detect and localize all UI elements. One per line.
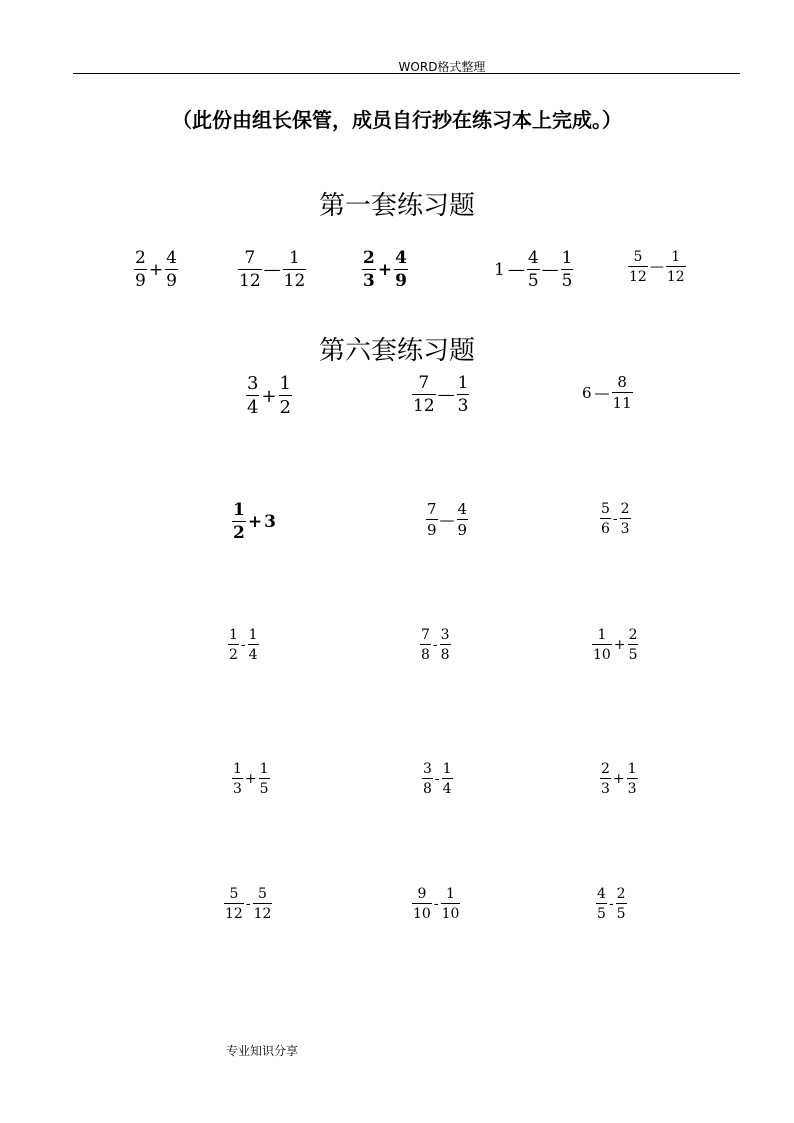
fraction-denominator: 12 [629,269,647,285]
fraction [612,375,633,411]
fraction [412,375,436,415]
fraction-numerator: 2 [135,248,146,268]
fraction-numerator: 1 [597,627,607,643]
fraction-denominator: 3 [601,781,610,797]
operator: - [434,771,440,787]
set6-title: 第六套练习题 [318,336,475,366]
expression [412,375,469,415]
operator: — [437,385,455,405]
fraction [561,250,574,290]
whole-number: 1 [494,260,505,280]
fraction [600,762,611,796]
fraction-denominator: 2 [279,397,291,418]
fraction [600,502,611,536]
fraction-denominator: 2 [233,523,245,543]
fraction-denominator: 3 [620,521,630,537]
fraction [420,628,431,662]
fraction [441,887,461,921]
fraction [394,250,408,290]
fraction-denominator: 2 [229,647,238,663]
fraction-denominator: 5 [527,271,539,291]
fraction-denominator: 9 [166,271,177,291]
expression [412,887,460,921]
fraction [238,250,262,290]
set1-title: 第一套练习题 [318,191,475,221]
fraction [628,628,639,662]
fraction [620,502,631,536]
operator: — [594,384,610,402]
fraction-denominator: 5 [616,906,626,922]
fraction-numerator: 5 [633,249,643,265]
fraction-numerator: 1 [627,761,637,777]
expression [494,250,573,290]
operator: + [612,771,625,787]
fraction-numerator: 1 [233,500,245,520]
fraction-denominator: 12 [413,396,435,416]
fraction-numerator: 4 [395,248,407,268]
expression [232,502,277,542]
fraction [134,250,147,290]
fraction-denominator: 9 [427,521,437,539]
fraction-denominator: 8 [421,647,430,663]
fraction-numerator: 1 [279,373,291,394]
fraction [228,628,239,662]
operator: + [613,637,626,653]
fraction [232,762,243,796]
operator: — [541,260,559,280]
fraction-denominator: 12 [666,269,685,285]
operator: + [377,260,393,280]
fraction-numerator: 9 [417,886,427,902]
whole-number: 3 [264,512,276,532]
expression [246,375,292,417]
fraction [627,762,638,796]
fraction-denominator: 12 [283,271,306,291]
fraction-denominator: 4 [442,781,452,797]
fraction [259,762,270,796]
fraction-denominator: 12 [225,906,243,922]
expression [426,502,468,538]
fraction-numerator: 1 [442,761,452,777]
fraction [457,375,470,415]
expression [362,250,408,290]
fraction-denominator: 11 [612,394,632,412]
fraction-numerator: 2 [620,501,630,517]
expression [232,762,270,796]
page-header-text: WORD格式整理 [398,60,486,74]
fraction-numerator: 1 [289,248,300,268]
expression [600,502,631,536]
fraction-numerator: 2 [601,761,610,777]
whole-number: 6 [582,384,592,402]
fraction-denominator: 5 [561,271,573,291]
expression [628,250,686,284]
operator: - [433,896,439,912]
fraction-numerator: 4 [597,886,606,902]
fraction-numerator: 3 [247,373,259,394]
fraction-numerator: 4 [166,248,177,268]
expression [422,762,453,796]
fraction-denominator: 9 [135,271,146,291]
fraction-numerator: 1 [248,627,258,643]
expression [238,250,306,290]
operator: - [612,511,618,527]
fraction [279,375,292,417]
fraction-denominator: 4 [248,647,258,663]
fraction-numerator: 2 [616,886,626,902]
fraction-numerator: 2 [363,248,375,268]
expression [582,375,633,411]
operator: - [240,637,246,653]
operator: - [245,896,251,912]
fraction-numerator: 5 [601,501,610,517]
expression [134,250,178,290]
fraction [457,502,469,538]
fraction-numerator: 1 [446,886,455,902]
fraction [596,887,607,921]
expression [228,628,259,662]
fraction-denominator: 5 [597,906,606,922]
fraction-numerator: 2 [628,627,638,643]
fraction [666,250,686,284]
fraction [442,762,453,796]
operator: - [608,896,614,912]
fraction-denominator: 9 [457,521,468,539]
fraction-denominator: 5 [628,647,638,663]
fraction [248,628,259,662]
fraction-numerator: 4 [527,248,539,268]
fraction-numerator: 1 [229,627,238,643]
fraction [232,502,246,542]
fraction-denominator: 3 [457,396,469,416]
fraction [224,887,244,921]
fraction-denominator: 10 [593,647,611,663]
operator: - [432,637,438,653]
fraction-denominator: 3 [233,781,242,797]
fraction-denominator: 9 [395,271,407,291]
fraction [426,502,438,538]
fraction [253,887,273,921]
custody-notice: （此份由组长保管，成员自行抄在练习本上完成。） [172,108,622,132]
expression [224,887,272,921]
operator: — [439,511,455,529]
fraction-denominator: 12 [253,906,272,922]
fraction-denominator: 5 [259,781,269,797]
fraction [165,250,178,290]
expression [420,628,451,662]
fraction-numerator: 5 [229,886,239,902]
footer-text: 专业知识分享 [226,1044,299,1058]
fraction-numerator: 7 [418,373,430,393]
fraction-numerator: 7 [427,500,437,518]
fraction [362,250,376,290]
fraction [440,628,451,662]
fraction [422,762,433,796]
operator: + [148,260,164,280]
fraction [628,250,648,284]
fraction-denominator: 3 [627,781,637,797]
fraction-denominator: 3 [363,271,375,291]
fraction-numerator: 1 [259,761,269,777]
fraction [412,887,432,921]
expression [592,628,638,662]
operator: — [649,259,664,275]
operator: — [507,260,525,280]
fraction-numerator: 7 [244,248,256,268]
fraction [592,628,612,662]
fraction-numerator: 8 [617,373,627,391]
fraction [246,375,259,417]
fraction-numerator: 3 [440,627,450,643]
fraction-numerator: 7 [421,627,430,643]
fraction-denominator: 8 [423,781,432,797]
fraction-numerator: 3 [423,761,432,777]
fraction [283,250,307,290]
fraction-denominator: 8 [440,647,450,663]
fraction-denominator: 4 [247,397,259,418]
operator: — [263,260,281,280]
header-rule [73,73,740,74]
operator: + [261,385,277,407]
expression [600,762,638,796]
fraction-numerator: 5 [258,886,267,902]
fraction-denominator: 10 [441,906,460,922]
fraction-numerator: 4 [457,500,468,518]
fraction [616,887,627,921]
fraction-denominator: 10 [413,906,431,922]
expression [596,887,627,921]
fraction-numerator: 1 [561,248,573,268]
fraction-numerator: 1 [233,761,242,777]
fraction-numerator: 1 [671,249,681,265]
fraction-denominator: 12 [239,271,261,291]
fraction-denominator: 6 [601,521,610,537]
fraction-numerator: 1 [457,373,469,393]
fraction [527,250,540,290]
operator: + [244,771,257,787]
operator: + [247,512,263,532]
